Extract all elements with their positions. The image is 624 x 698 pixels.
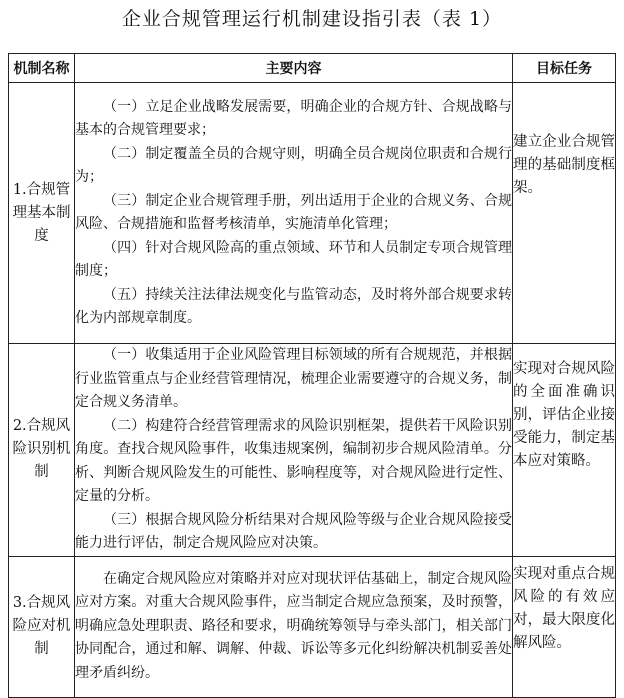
content-item: （三）根据合规风险分析结果对合规风险等级与企业合规风险接受能力进行评估，制定合规风险应对决策。 [75,511,512,551]
content-item: 在确定合规风险应对策略并对应对现状评估基础上，制定合规风险应对方案。对重大合规风险事件，应当制定合规应急预案，及时预警，明确应急处理职责、路径和要求，明确统筹领导与牵头部门，相关部门协同配合，通过和解、调解、仲裁、诉讼等多元化纠纷解决机制妥善处理矛盾纠纷。 [75,570,512,681]
main-content [75,83,513,344]
table-header-row [9,54,616,83]
mechanism-name: 3.合规风险应对机制 [9,556,75,697]
target-task: 实现对合规风险的全面准确识别，评估企业接受能力，制定基本应对策略。 [513,344,616,557]
content-item: （一）立足企业战略发展需要，明确企业的合规方针、合规战略与基本的合规管理要求； [75,98,512,138]
target-task: 建立企业合规管理的基础制度框架。 [513,83,616,344]
table-row [9,344,616,557]
content-item: （四）针对合规风险高的重点领域、环节和人员制定专项合规管理制度； [75,239,512,279]
guideline-table [8,53,616,698]
page-title: 企业合规管理运行机制建设指引表（表 1） [121,8,503,30]
table-row [9,556,616,697]
target-task: 实现对重点合规风险的有效应对，最大限度化解风险。 [513,556,616,697]
main-content [75,344,513,557]
mechanism-name: 2.合规风险识别机制 [9,344,75,557]
header-main-content: 主要内容 [75,54,513,83]
table-row [9,83,616,344]
content-item: （五）持续关注法律法规变化与监管动态，及时将外部合规要求转化为内部规章制度。 [75,286,512,326]
content-item: （三）制定企业合规管理手册，列出适用于企业的合规义务、合规风险、合规措施和监督考核清单，实施清单化管理； [75,192,512,232]
mechanism-name: 1.合规管理基本制度 [9,83,75,344]
header-mechanism-name: 机制名称 [9,54,75,83]
content-item: （二）构建符合经营管理需求的风险识别框架，提供若干风险识别角度。查找合规风险事件，收集违规案例，编制初步合规风险清单。分析、判断合规风险发生的可能性、影响程度等，对合规风险进行定性、定量的分析。 [75,417,512,504]
content-item: （二）制定覆盖全员的合规守则，明确全员合规岗位职责和合规行为； [75,145,512,185]
main-content [75,556,513,697]
header-target-task: 目标任务 [513,54,616,83]
content-item: （一）收集适用于企业风险管理目标领域的所有合规规范，并根据行业监管重点与企业经营管理情况，梳理企业需要遵守的合规义务，制定合规义务清单。 [75,347,512,410]
